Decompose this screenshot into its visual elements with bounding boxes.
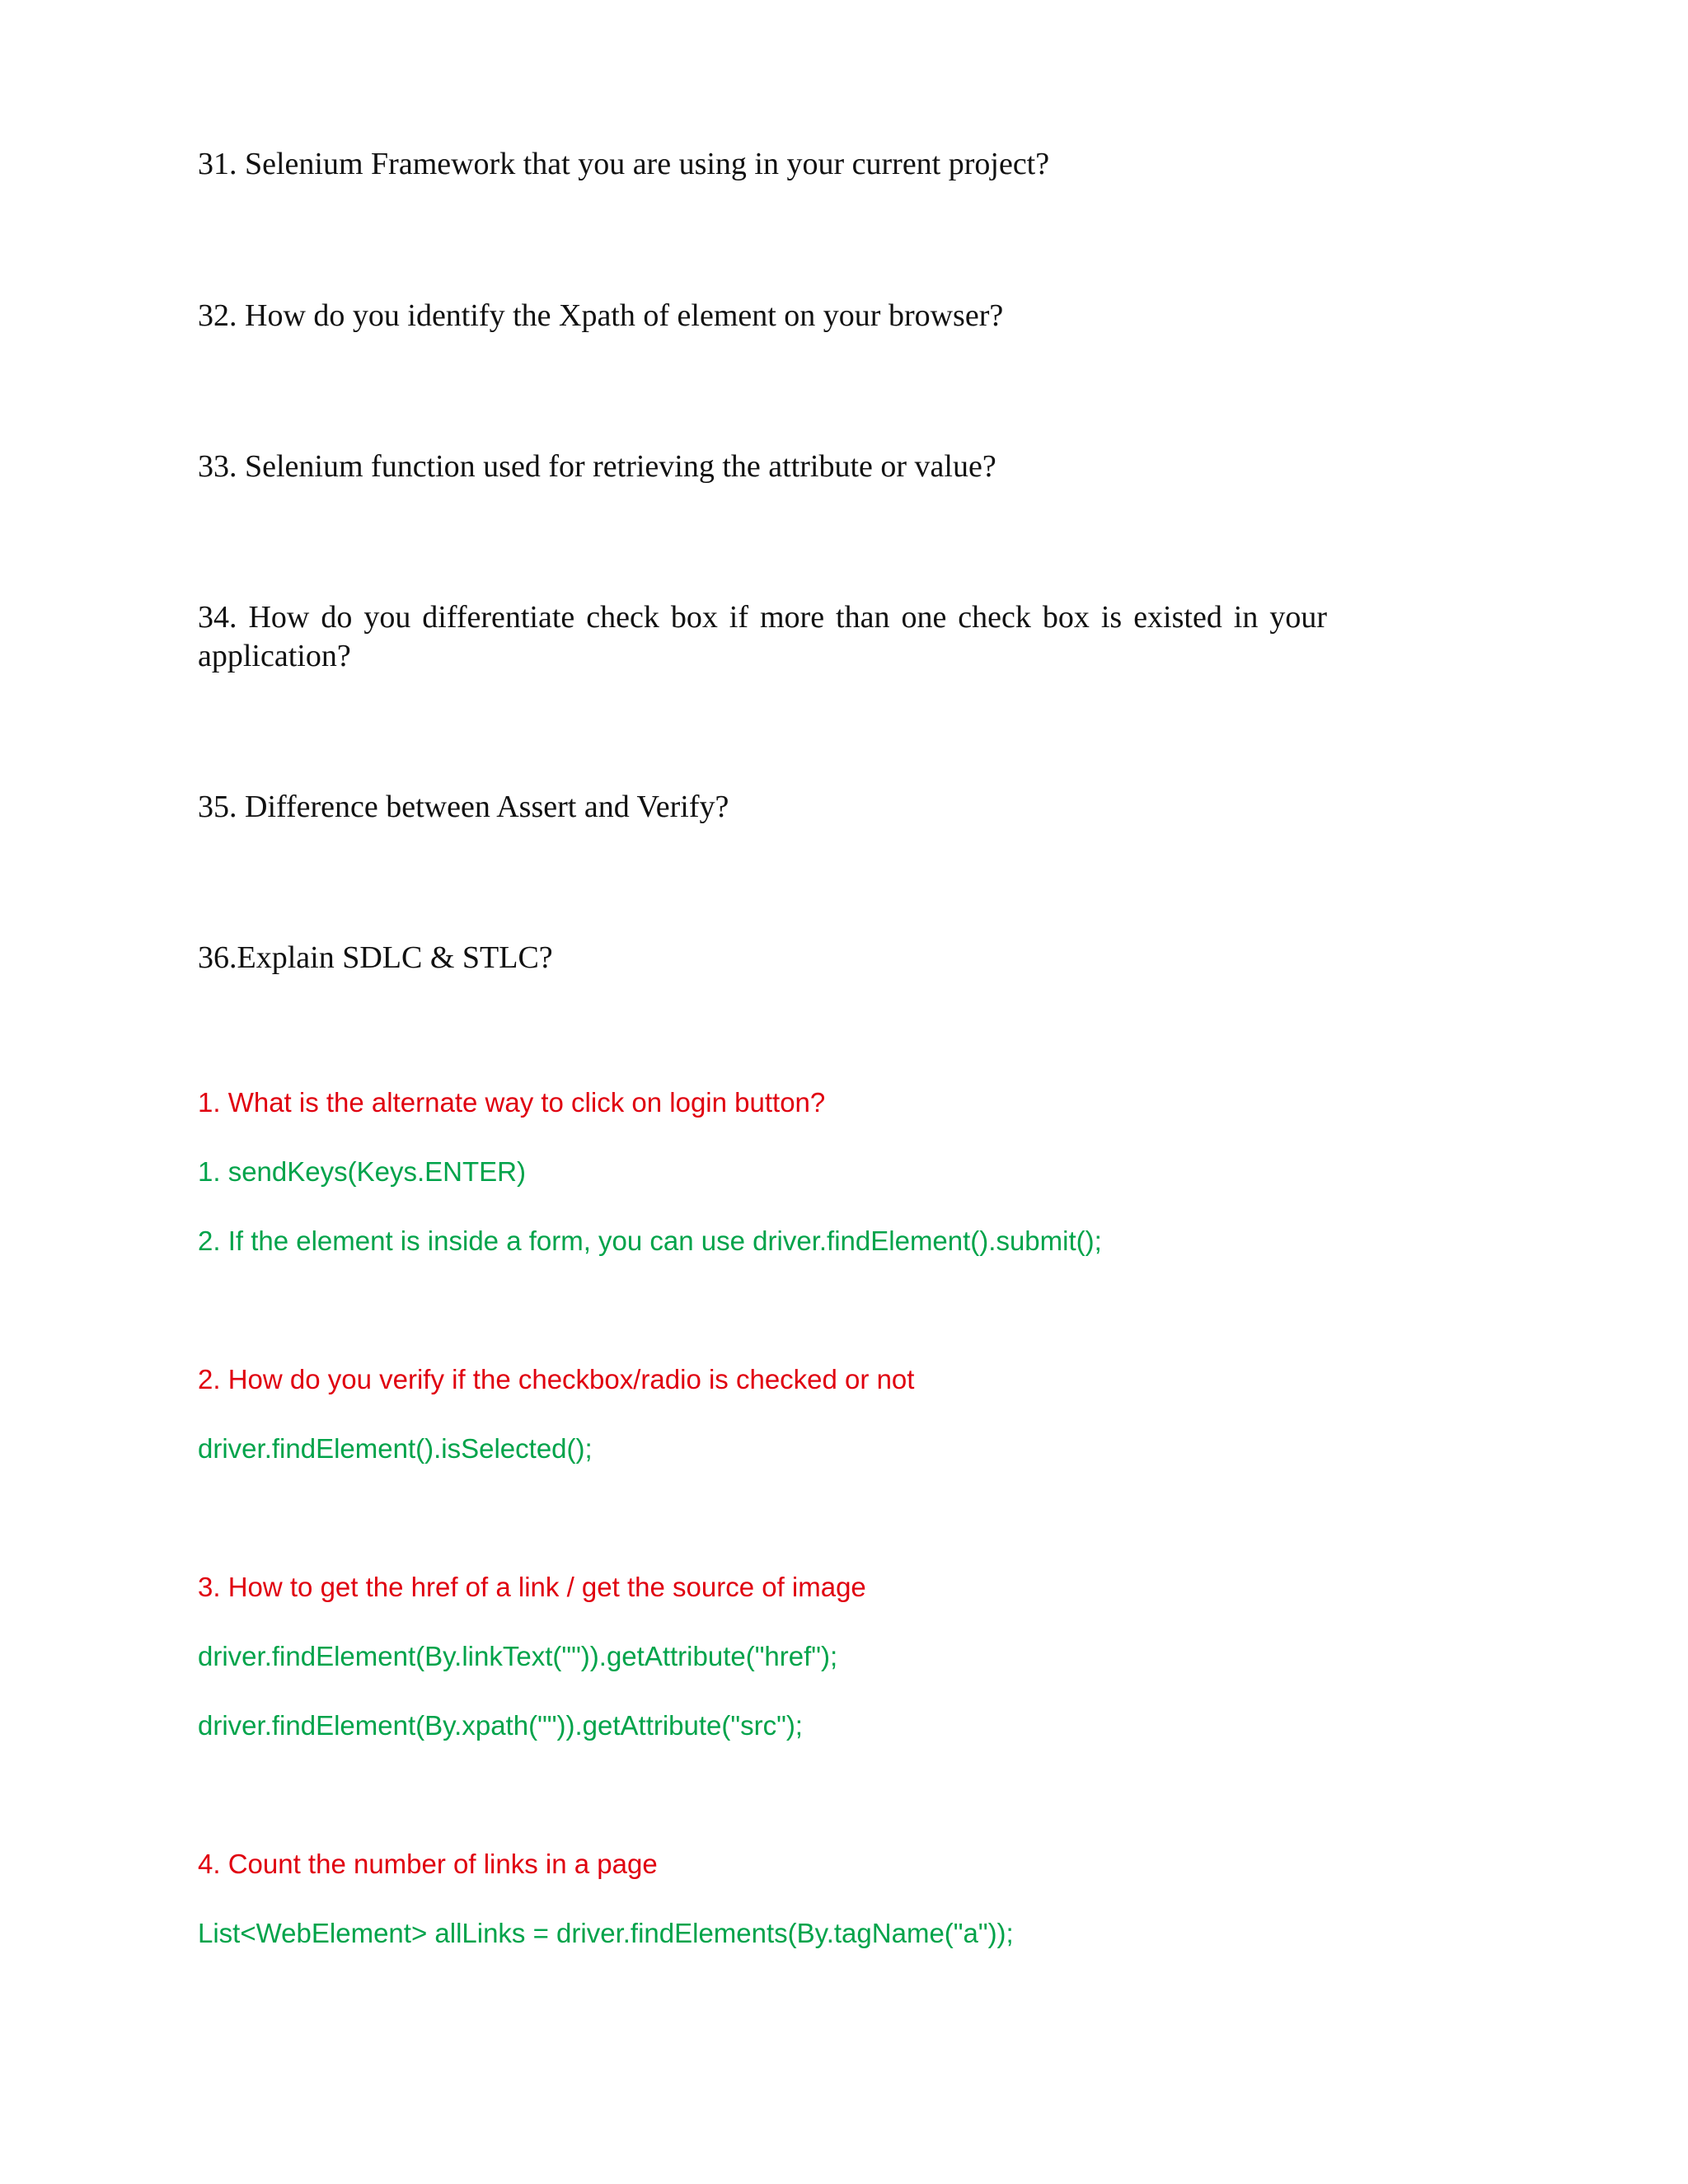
question-32: 32. How do you identify the Xpath of element on your browser? (198, 298, 1004, 333)
qa-3-answer-2: driver.findElement(By.xpath("")).getAttribute("src"); (198, 1710, 803, 1741)
question-35: 35. Difference between Assert and Verify? (198, 790, 729, 824)
qa-4-heading: 4. Count the number of links in a page (198, 1849, 658, 1879)
qa-3-heading: 3. How to get the href of a link / get the source of image (198, 1572, 866, 1602)
qa-1-answer-1: 1. sendKeys(Keys.ENTER) (198, 1156, 526, 1187)
question-34: 34. How do you differentiate check box if more than one check box is existed in your application? (198, 600, 1327, 673)
question-36: 36.Explain SDLC & STLC? (198, 940, 553, 975)
qa-1-answer-2: 2. If the element is inside a form, you can use driver.findElement().submit(); (198, 1226, 1102, 1256)
qa-2-heading: 2. How do you verify if the checkbox/radio is checked or not (198, 1364, 915, 1394)
question-33: 33. Selenium function used for retrieving the attribute or value? (198, 449, 996, 484)
qa-4-answer-1: List<WebElement> allLinks = driver.findElements(By.tagName("a")); (198, 1918, 1014, 1948)
qa-3-answer-1: driver.findElement(By.linkText("")).getAttribute("href"); (198, 1641, 838, 1671)
qa-2-answer-1: driver.findElement().isSelected(); (198, 1433, 593, 1464)
qa-1-heading: 1. What is the alternate way to click on login button? (198, 1087, 826, 1118)
question-31: 31. Selenium Framework that you are using in your current project? (198, 147, 1050, 181)
